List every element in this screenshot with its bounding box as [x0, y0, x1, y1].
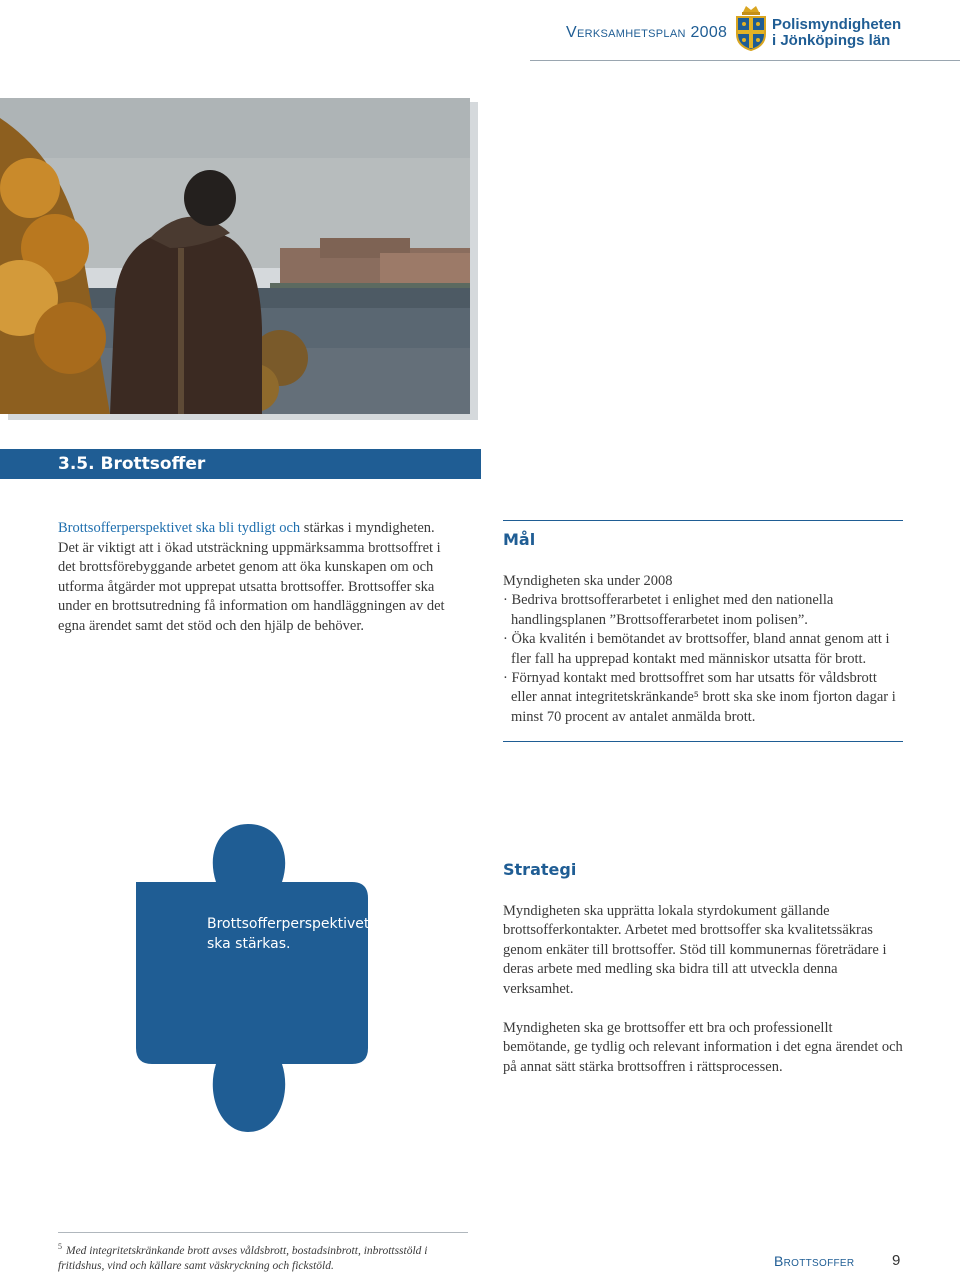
page-number: 9: [892, 1252, 901, 1269]
goals-bottom-rule: [503, 741, 903, 742]
footnote-text: Med integritetskränkande brott avses våldsbrott, bostadsinbrott, inbrottsstöld i fritidshus, vind och källare samt väskryckning och fickstöld.: [58, 1244, 428, 1272]
police-crest-icon: [733, 4, 769, 52]
intro-paragraph: [58, 519, 448, 637]
goal-item: · Öka kvalitén i bemötandet av brottsoffer, bland annat genom att i fler fall ha upprepad kontakt med människor utsatta för brott.: [503, 631, 890, 667]
footer-section-label: Brottsoffer: [774, 1253, 855, 1269]
footnote-rule: [58, 1232, 468, 1233]
section-title: 3.5. Brottsoffer: [58, 454, 206, 474]
footnote-mark: 5: [58, 1242, 62, 1251]
strategy-body: [503, 902, 903, 1097]
org-line-2: i Jönköpings län: [772, 32, 891, 49]
puzzle-piece-graphic: [128, 822, 370, 1140]
header-divider: [530, 60, 960, 61]
intro-highlight: Brottsofferperspektivet ska bli tydligt och: [58, 520, 301, 536]
organization-name: [772, 17, 901, 49]
intro-text: stärkas i myndigheten. Det är viktigt att i ökad utsträckning uppmärksamma brottsoffret i det brottsförebyggande arbetet genom att öka kunskapen om och utforma åtgärder mot upprepat utsatta brottsoffer. Brottsoffer ska under en brottsutredning få information om handläggningen av det egna ärendet samt det stöd och den hjälp de behöver.: [58, 520, 445, 634]
org-line-1: Polismyndigheten: [772, 16, 902, 33]
goal-item: · Förnyad kontakt med brottsoffret som har utsatts för våldsbrott eller annat integritetskränkande⁵ brott ska ske inom fjorton dagar i minst 70 procent av antalet anmälda brott.: [503, 670, 896, 725]
footnote: [58, 1239, 468, 1274]
lakeside-photo: [0, 98, 470, 414]
goals-body: [503, 572, 903, 727]
goals-top-rule: [503, 520, 903, 521]
goal-item: · Bedriva brottsofferarbetet i enlighet med den nationella handlingsplanen ”Brottsofferarbetet inom polisen”.: [503, 592, 834, 628]
puzzle-text: Brottsofferperspektivet ska stärkas.: [207, 916, 370, 952]
document-title: Verksamhetsplan 2008: [566, 24, 728, 41]
strategy-paragraph: Myndigheten ska upprätta lokala styrdokument gällande brottsofferkontakter. Arbetet med brottsoffer ska kvalitetssäkras genom enkäter till brottsoffer. Stöd till kommunernas företrädare i deras arbete med medling ska bidra till att utveckla denna verksamhet.: [503, 903, 887, 997]
goals-heading: Mål: [503, 530, 536, 549]
strategy-paragraph: Myndigheten ska ge brottsoffer ett bra och professionellt bemötande, ge tydlig och relevant information i det egna ärendet och på annat sätt stärka brottsoffren i rättsprocessen.: [503, 1020, 903, 1075]
strategy-heading: Strategi: [503, 860, 577, 879]
goals-lead: Myndigheten ska under 2008: [503, 573, 673, 589]
